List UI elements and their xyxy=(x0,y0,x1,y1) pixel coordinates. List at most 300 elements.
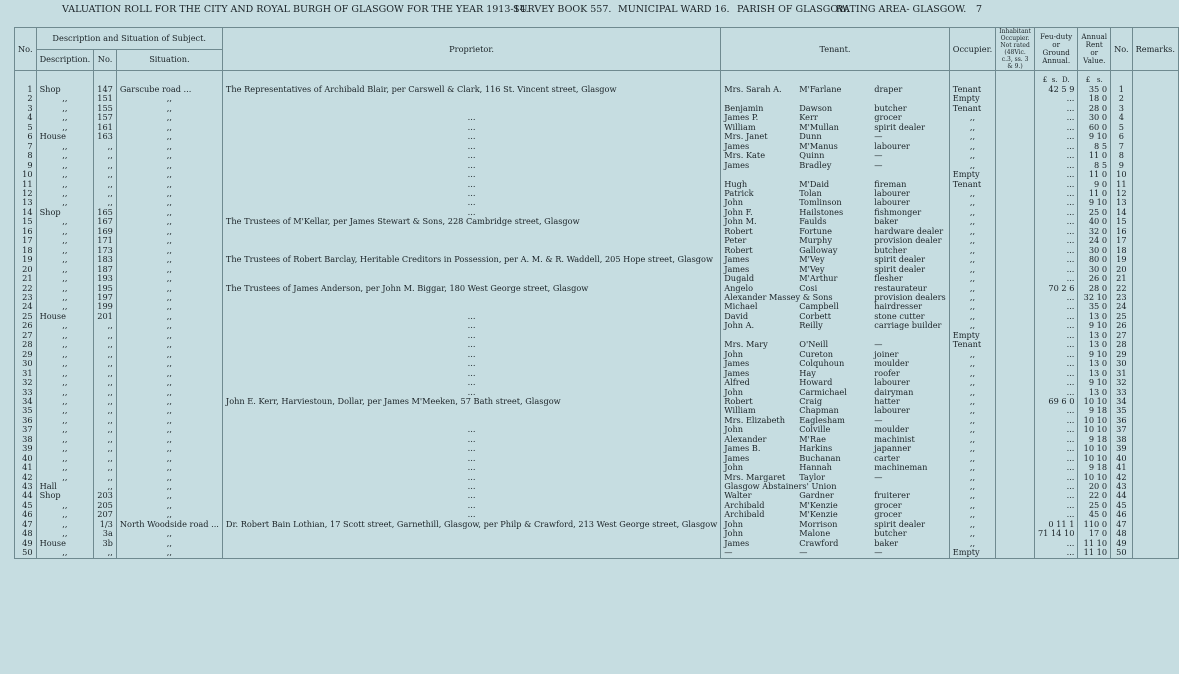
tenant-first-name: John xyxy=(724,348,743,359)
row-annual-value: 24 0 xyxy=(1078,236,1111,245)
row-occupier: ,, xyxy=(949,123,995,132)
row-description: ,, xyxy=(36,388,94,397)
row-inhabitant xyxy=(996,265,1035,274)
row-inhabitant xyxy=(996,161,1035,170)
tenant-surname: Colquhoun xyxy=(799,358,845,369)
row-street-number: ,, xyxy=(94,340,117,349)
row-remarks xyxy=(1132,113,1178,122)
row-number-right: 18 xyxy=(1111,246,1133,255)
row-occupier: ,, xyxy=(949,454,995,463)
row-number: 5 xyxy=(15,123,37,132)
row-feu-duty: ... xyxy=(1034,406,1077,415)
tenant-trade: spirit dealer xyxy=(874,518,926,529)
tenant-first-name: Alexander Massey & Sons xyxy=(724,291,833,302)
row-occupier: ,, xyxy=(949,473,995,482)
tenant-first-name: James xyxy=(724,140,750,151)
tenant-trade: — xyxy=(874,339,883,350)
row-number: 37 xyxy=(15,425,37,434)
row-street-number: ,, xyxy=(94,180,117,189)
row-number: 7 xyxy=(15,142,37,151)
row-situation: ,, xyxy=(116,236,222,245)
row-proprietor: ... xyxy=(222,151,720,160)
tenant-surname: Quinn xyxy=(799,150,825,161)
row-occupier: ,, xyxy=(949,161,995,170)
tenant-first-name: Mrs. Janet xyxy=(724,131,768,142)
tenant-first-name: John xyxy=(724,386,743,397)
row-feu-duty: ... xyxy=(1034,463,1077,472)
row-occupier: ,, xyxy=(949,151,995,160)
row-inhabitant xyxy=(996,369,1035,378)
header-inhabitant-occupier: Inhabitant Occupier. Not rated (48Vic. c.3, ss. 3 & 9.) xyxy=(996,28,1035,71)
row-description: ,, xyxy=(36,170,94,179)
row-annual-value: 9 10 xyxy=(1078,321,1111,330)
row-number-right: 30 xyxy=(1111,359,1133,368)
row-annual-value: 10 10 xyxy=(1078,425,1111,434)
row-proprietor: The Trustees of James Anderson, per John M. Biggar, 180 West George street, Glasgow xyxy=(222,284,720,312)
header-annual-rent: Annual Rent or Value. xyxy=(1078,28,1111,71)
row-occupier: Tenant xyxy=(949,104,995,113)
row-inhabitant xyxy=(996,236,1035,245)
annual-currency: £ s. xyxy=(1078,75,1111,85)
row-proprietor: ... xyxy=(222,369,720,378)
row-tenant xyxy=(721,151,950,160)
row-feu-duty: ... xyxy=(1034,388,1077,397)
row-proprietor: The Representatives of Archibald Blair, per Carswell & Clark, 116 St. Vincent street, Glasgow xyxy=(222,85,720,113)
row-annual-value: 80 0 xyxy=(1078,255,1111,264)
row-annual-value: 13 0 xyxy=(1078,312,1111,321)
row-number-right: 29 xyxy=(1111,350,1133,359)
tenant-first-name: Patrick xyxy=(724,187,754,198)
row-feu-duty: ... xyxy=(1034,104,1077,113)
row-feu-duty: 71 14 10 xyxy=(1034,529,1077,538)
row-inhabitant xyxy=(996,132,1035,141)
row-occupier: Empty xyxy=(949,94,995,103)
tenant-surname: Campbell xyxy=(799,301,839,312)
row-description: ,, xyxy=(36,510,94,519)
row-situation: ,, xyxy=(116,198,222,207)
row-inhabitant xyxy=(996,359,1035,368)
row-proprietor: ... xyxy=(222,340,720,349)
row-occupier: ,, xyxy=(949,217,995,226)
row-number-right: 15 xyxy=(1111,217,1133,226)
row-street-number: ,, xyxy=(94,397,117,406)
row-remarks xyxy=(1132,454,1178,463)
row-number-right: 14 xyxy=(1111,208,1133,217)
tenant-trade: hairdresser xyxy=(874,301,923,312)
row-feu-duty: ... xyxy=(1034,198,1077,207)
row-remarks xyxy=(1132,227,1178,236)
row-description: House xyxy=(36,312,94,321)
tenant-trade: japanner xyxy=(874,443,912,454)
row-tenant xyxy=(721,369,950,378)
row-situation: ,, xyxy=(116,246,222,255)
tenant-first-name: Mrs. Margaret xyxy=(724,471,786,482)
tenant-trade: draper xyxy=(874,84,903,94)
row-inhabitant xyxy=(996,454,1035,463)
row-feu-duty: ... xyxy=(1034,170,1077,179)
header-remarks: Remarks. xyxy=(1132,28,1178,71)
row-feu-duty: 70 2 6 xyxy=(1034,284,1077,293)
row-situation: ,, xyxy=(116,132,222,141)
row-inhabitant xyxy=(996,501,1035,510)
row-proprietor: ... xyxy=(222,463,720,472)
row-inhabitant xyxy=(996,123,1035,132)
row-remarks xyxy=(1132,359,1178,368)
table-row xyxy=(15,151,1179,160)
row-inhabitant xyxy=(996,378,1035,387)
tenant-first-name: Robert xyxy=(724,395,753,406)
tenant-surname: Craig xyxy=(799,395,823,406)
row-occupier: ,, xyxy=(949,501,995,510)
tenant-first-name: James xyxy=(724,254,750,265)
row-feu-duty: ... xyxy=(1034,132,1077,141)
tenant-first-name: Mrs. Mary xyxy=(724,339,768,350)
row-feu-duty: ... xyxy=(1034,473,1077,482)
row-occupier: ,, xyxy=(949,293,995,302)
row-annual-value: 13 0 xyxy=(1078,331,1111,340)
row-description: ,, xyxy=(36,94,94,103)
tenant-trade: moulder xyxy=(874,424,909,435)
tenant-surname: Malone xyxy=(799,528,831,539)
tenant-surname: Corbett xyxy=(799,310,832,321)
row-number: 34 xyxy=(15,397,37,406)
table-row xyxy=(15,180,1179,189)
row-proprietor: The Trustees of M'Kellar, per James Stewart & Sons, 228 Cambridge street, Glasgow xyxy=(222,217,720,245)
row-number-right: 36 xyxy=(1111,416,1133,425)
row-tenant xyxy=(721,388,950,397)
tenant-first-name: Angelo xyxy=(724,282,754,293)
row-annual-value: 60 0 xyxy=(1078,123,1111,132)
row-situation: ,, xyxy=(116,312,222,321)
row-remarks xyxy=(1132,217,1178,226)
row-annual-value: 9 18 xyxy=(1078,435,1111,444)
row-annual-value: 26 0 xyxy=(1078,274,1111,283)
row-situation: ,, xyxy=(116,302,222,311)
row-number: 18 xyxy=(15,246,37,255)
tenant-trade: joiner xyxy=(874,348,899,359)
tenant-surname: Faulds xyxy=(799,216,827,227)
row-number-right: 39 xyxy=(1111,444,1133,453)
row-inhabitant xyxy=(996,85,1035,94)
row-description: ,, xyxy=(36,123,94,132)
row-remarks xyxy=(1132,397,1178,406)
row-number-right: 43 xyxy=(1111,482,1133,491)
tenant-surname: Morrison xyxy=(799,518,838,529)
row-description: ,, xyxy=(36,473,94,482)
row-street-number: ,, xyxy=(94,350,117,359)
row-remarks xyxy=(1132,510,1178,519)
row-feu-duty: ... xyxy=(1034,454,1077,463)
row-number-right: 9 xyxy=(1111,161,1133,170)
row-street-number: ,, xyxy=(94,548,117,558)
row-occupier: ,, xyxy=(949,227,995,236)
row-annual-value: 8 5 xyxy=(1078,142,1111,151)
tenant-first-name: John xyxy=(724,424,743,435)
tenant-first-name: Robert xyxy=(724,244,753,255)
row-annual-value: 11 10 xyxy=(1078,548,1111,558)
tenant-surname: M'Daid xyxy=(799,178,830,189)
row-remarks xyxy=(1132,520,1178,529)
row-street-number: ,, xyxy=(94,388,117,397)
table-row xyxy=(15,463,1179,472)
row-feu-duty: 0 11 1 xyxy=(1034,520,1077,529)
row-inhabitant xyxy=(996,151,1035,160)
row-number-right: 22 xyxy=(1111,284,1133,293)
row-remarks xyxy=(1132,123,1178,132)
row-occupier: ,, xyxy=(949,189,995,198)
row-proprietor: ... xyxy=(222,208,720,217)
tenant-first-name: John A. xyxy=(724,320,755,331)
row-number-right: 41 xyxy=(1111,463,1133,472)
row-feu-duty: ... xyxy=(1034,369,1077,378)
table-row xyxy=(15,255,1179,264)
row-street-number: 155 xyxy=(94,104,117,113)
row-number-right: 20 xyxy=(1111,265,1133,274)
row-number: 29 xyxy=(15,350,37,359)
row-proprietor: ... xyxy=(222,435,720,444)
table-row xyxy=(15,170,1179,179)
row-number: 26 xyxy=(15,321,37,330)
row-remarks xyxy=(1132,236,1178,245)
row-street-number: 165 xyxy=(94,208,117,217)
row-annual-value: 25 0 xyxy=(1078,208,1111,217)
row-number-right: 40 xyxy=(1111,454,1133,463)
row-annual-value: 35 0 xyxy=(1078,302,1111,311)
row-feu-duty: ... xyxy=(1034,378,1077,387)
row-annual-value: 13 0 xyxy=(1078,340,1111,349)
row-occupier: ,, xyxy=(949,321,995,330)
row-proprietor: ... xyxy=(222,161,720,170)
tenant-trade: butcher xyxy=(874,244,907,255)
row-description: Shop xyxy=(36,491,94,500)
row-situation: ,, xyxy=(116,255,222,264)
row-situation: ,, xyxy=(116,94,222,103)
row-number: 1 xyxy=(15,85,37,94)
tenant-surname: Murphy xyxy=(799,235,832,246)
row-number-right: 6 xyxy=(1111,132,1133,141)
row-remarks xyxy=(1132,406,1178,415)
row-description: ,, xyxy=(36,359,94,368)
header-proprietor: Proprietor. xyxy=(222,28,720,71)
row-description: ,, xyxy=(36,331,94,340)
row-feu-duty: ... xyxy=(1034,180,1077,189)
table-row xyxy=(15,123,1179,132)
row-annual-value: 18 0 xyxy=(1078,94,1111,103)
row-feu-duty: ... xyxy=(1034,161,1077,170)
row-annual-value: 17 0 xyxy=(1078,529,1111,538)
tenant-surname: Hailstones xyxy=(799,206,844,217)
row-situation: ,, xyxy=(116,501,222,510)
table-row xyxy=(15,189,1179,198)
tenant-surname: Galloway xyxy=(799,244,838,255)
row-proprietor: The Trustees of Robert Barclay, Heritable Creditors in Possession, per A. M. & R. Waddell, 205 Hope street, Glasgow xyxy=(222,255,720,283)
tenant-trade: — xyxy=(874,150,883,161)
row-remarks xyxy=(1132,161,1178,170)
tenant-trade: grocer xyxy=(874,112,902,123)
row-street-number: 1/3 xyxy=(94,520,117,529)
row-inhabitant xyxy=(996,529,1035,538)
tenant-trade: spirit dealer xyxy=(874,263,926,274)
row-remarks xyxy=(1132,312,1178,321)
row-remarks xyxy=(1132,482,1178,491)
row-street-number: ,, xyxy=(94,161,117,170)
row-number-right: 24 xyxy=(1111,302,1133,311)
row-street-number: ,, xyxy=(94,482,117,491)
tenant-trade: labourer xyxy=(874,187,910,198)
row-remarks xyxy=(1132,378,1178,387)
row-description: ,, xyxy=(36,198,94,207)
row-street-number: ,, xyxy=(94,463,117,472)
row-street-number: ,, xyxy=(94,473,117,482)
row-street-number: ,, xyxy=(94,142,117,151)
row-number-right: 47 xyxy=(1111,520,1133,529)
row-annual-value: 11 0 xyxy=(1078,189,1111,198)
row-remarks xyxy=(1132,198,1178,207)
row-number-right: 12 xyxy=(1111,189,1133,198)
row-number-right: 42 xyxy=(1111,473,1133,482)
row-description: ,, xyxy=(36,378,94,387)
row-number-right: 7 xyxy=(1111,142,1133,151)
row-situation: ,, xyxy=(116,529,222,538)
table-row xyxy=(15,321,1179,330)
row-number-right: 10 xyxy=(1111,170,1133,179)
header-no: No. xyxy=(15,28,37,71)
row-situation: ,, xyxy=(116,473,222,482)
row-inhabitant xyxy=(996,397,1035,406)
row-feu-duty: ... xyxy=(1034,142,1077,151)
row-number-right: 3 xyxy=(1111,104,1133,113)
row-proprietor: ... xyxy=(222,189,720,198)
tenant-first-name: John M. xyxy=(724,216,757,227)
row-street-number: ,, xyxy=(94,359,117,368)
row-description: ,, xyxy=(36,369,94,378)
row-number-right: 44 xyxy=(1111,491,1133,500)
row-situation: ,, xyxy=(116,104,222,113)
row-remarks xyxy=(1132,246,1178,255)
tenant-trade: — xyxy=(874,547,883,558)
municipal-ward: MUNICIPAL WARD 16. xyxy=(618,4,730,15)
tenant-trade: labourer xyxy=(874,197,910,208)
row-number: 16 xyxy=(15,227,37,236)
row-number: 47 xyxy=(15,520,37,529)
row-number-right: 28 xyxy=(1111,340,1133,349)
row-situation: ,, xyxy=(116,491,222,500)
row-proprietor: ... xyxy=(222,331,720,340)
row-proprietor: ... xyxy=(222,132,720,141)
tenant-surname: M'Rae xyxy=(799,433,826,444)
tenant-surname: Chapman xyxy=(799,405,839,416)
tenant-first-name: James xyxy=(724,263,750,274)
row-annual-value: 9 10 xyxy=(1078,132,1111,141)
row-occupier: ,, xyxy=(949,350,995,359)
row-street-number: 147 xyxy=(94,85,117,94)
row-inhabitant xyxy=(996,94,1035,103)
row-description: Hall xyxy=(36,482,94,491)
row-street-number: ,, xyxy=(94,151,117,160)
tenant-surname: M'Farlane xyxy=(799,84,842,94)
row-annual-value: 10 10 xyxy=(1078,397,1111,406)
row-proprietor xyxy=(222,548,720,558)
row-description: Shop xyxy=(36,208,94,217)
row-feu-duty: ... xyxy=(1034,113,1077,122)
row-proprietor: ... xyxy=(222,170,720,179)
row-street-number: 183 xyxy=(94,255,117,264)
row-situation: ,, xyxy=(116,189,222,198)
row-number: 20 xyxy=(15,265,37,274)
row-annual-value: 13 0 xyxy=(1078,388,1111,397)
row-situation: ,, xyxy=(116,425,222,434)
row-number: 50 xyxy=(15,548,37,558)
row-situation: ,, xyxy=(116,265,222,274)
tenant-surname: Cosi xyxy=(799,282,818,293)
tenant-surname: Harkins xyxy=(799,443,833,454)
row-inhabitant xyxy=(996,198,1035,207)
row-situation: ,, xyxy=(116,321,222,330)
row-situation: ,, xyxy=(116,227,222,236)
row-proprietor: ... xyxy=(222,312,720,321)
row-inhabitant xyxy=(996,208,1035,217)
row-situation: Garscube road ... xyxy=(116,85,222,94)
row-occupier: Tenant xyxy=(949,180,995,189)
row-number: 32 xyxy=(15,378,37,387)
row-number: 9 xyxy=(15,161,37,170)
tenant-first-name: Dugald xyxy=(724,273,755,284)
row-number: 6 xyxy=(15,132,37,141)
row-proprietor: ... xyxy=(222,425,720,434)
row-feu-duty: ... xyxy=(1034,255,1077,264)
row-tenant xyxy=(721,359,950,368)
row-tenant xyxy=(721,520,950,529)
tenant-trade: provision dealers xyxy=(874,291,946,302)
tenant-first-name: Robert xyxy=(724,225,753,236)
row-description: ,, xyxy=(36,350,94,359)
row-tenant xyxy=(721,161,950,170)
tenant-first-name: Walter xyxy=(724,490,752,501)
row-street-number: 187 xyxy=(94,265,117,274)
row-street-number: 199 xyxy=(94,302,117,311)
row-inhabitant xyxy=(996,473,1035,482)
tenant-surname: Reilly xyxy=(799,320,823,331)
row-number: 31 xyxy=(15,369,37,378)
tenant-trade: — xyxy=(874,471,883,482)
header-description-group: Description and Situation of Subject. xyxy=(36,28,222,50)
tenant-first-name: James xyxy=(724,452,750,463)
tenant-surname: Buchanan xyxy=(799,452,841,463)
row-number-right: 27 xyxy=(1111,331,1133,340)
row-feu-duty: 42 5 9 xyxy=(1034,85,1077,94)
row-feu-duty: ... xyxy=(1034,510,1077,519)
table-row xyxy=(15,548,1179,558)
row-occupier: ,, xyxy=(949,208,995,217)
row-situation: ,, xyxy=(116,180,222,189)
row-number-right: 35 xyxy=(1111,406,1133,415)
tenant-first-name: James P. xyxy=(724,112,759,123)
tenant-first-name: Peter xyxy=(724,235,747,246)
row-tenant xyxy=(721,539,950,548)
tenant-surname: Crawford xyxy=(799,537,839,548)
row-feu-duty: ... xyxy=(1034,321,1077,330)
row-feu-duty: ... xyxy=(1034,236,1077,245)
row-occupier: ,, xyxy=(949,265,995,274)
row-proprietor: ... xyxy=(222,388,720,397)
row-number: 25 xyxy=(15,312,37,321)
row-annual-value: 10 10 xyxy=(1078,454,1111,463)
row-occupier: ,, xyxy=(949,302,995,311)
tenant-first-name: James xyxy=(724,367,750,378)
row-annual-value: 13 0 xyxy=(1078,369,1111,378)
row-remarks xyxy=(1132,501,1178,510)
row-description: Shop xyxy=(36,85,94,94)
